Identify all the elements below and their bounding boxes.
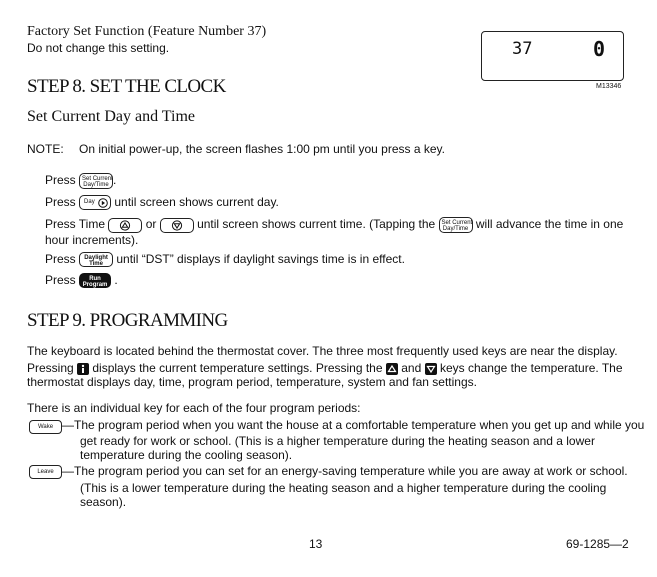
key-label: Leave	[37, 469, 54, 475]
leave-description-2: (This is a lower temperature during the heating season and a higher temperature during the cooling	[80, 481, 607, 495]
line-text: will advance the time in one	[475, 217, 624, 232]
page-number: 13	[309, 537, 323, 551]
figure-id: M13346	[596, 83, 622, 90]
up-temp-key[interactable]	[386, 363, 398, 375]
step9-paragraph-3: There is an individual key for each of the four program periods:	[27, 401, 361, 415]
instruction-line-2	[45, 195, 279, 210]
step8-note-text: On initial power-up, the screen flashes 1:00 pm until you press a key.	[79, 142, 445, 156]
set-current-day-time-key[interactable]	[439, 217, 473, 233]
down-arrow-icon	[171, 220, 183, 231]
run-program-key[interactable]	[79, 273, 111, 288]
key-label: Day/Time	[442, 226, 469, 232]
instruction-line-3-continued: hour increments).	[45, 233, 139, 247]
key-label: Day/Time	[83, 182, 109, 188]
lcd-display	[481, 31, 624, 81]
wake-description-2: get ready for work or school. (This is a higher temperature during the heating season and a lower	[80, 434, 595, 448]
step8-subheading: Set Current Day and Time	[27, 108, 195, 125]
up-arrow-icon	[119, 220, 131, 231]
key-label: Set Current	[82, 176, 113, 182]
period: .	[113, 173, 117, 188]
up-arrow-key[interactable]	[108, 218, 142, 233]
document-number: 69-1285—2	[566, 537, 629, 551]
key-label: Set Current	[441, 220, 473, 226]
press-label: Press	[45, 195, 76, 209]
period: .	[114, 273, 118, 287]
step9-paragraph-2-continued: thermostat displays day, time, program period, temperature, system and fan settings.	[27, 375, 477, 389]
info-key[interactable]	[77, 363, 89, 375]
step9-paragraph-2	[27, 361, 623, 375]
step8-heading: STEP 8. SET THE CLOCK	[27, 76, 226, 97]
leave-description-1: —The program period you can set for an energy-saving temperature while you are away at work or school.	[62, 464, 628, 478]
key-label: Wake	[37, 424, 54, 430]
instruction-line-1	[45, 173, 116, 189]
or-label: or	[145, 217, 157, 232]
play-icon	[98, 198, 108, 208]
key-label: Daylight	[84, 255, 108, 262]
lcd-left-value: 37	[512, 39, 533, 59]
line-text: displays the current temperature settings. Pressing the	[92, 361, 383, 375]
line-text: until screen shows current day.	[114, 195, 279, 209]
info-icon	[77, 363, 89, 375]
key-label: Program	[82, 282, 108, 289]
set-current-day-time-key[interactable]	[79, 173, 113, 189]
leave-key[interactable]	[29, 465, 62, 479]
daylight-time-key[interactable]	[79, 252, 113, 267]
key-label: Run	[89, 276, 101, 283]
wake-key[interactable]	[29, 420, 62, 434]
factory-title: Factory Set Function (Feature Number 37)	[27, 24, 267, 39]
instruction-line-3	[45, 217, 623, 233]
press-label: Press	[45, 252, 76, 266]
press-time-label: Press Time	[45, 217, 106, 232]
key-label: Time	[89, 261, 103, 268]
key-label: Day	[84, 199, 95, 206]
instruction-line-4	[45, 252, 405, 267]
press-label: Press	[45, 173, 76, 188]
leave-description-3: season).	[80, 495, 127, 509]
down-triangle-icon	[425, 363, 437, 375]
and-label: and	[401, 361, 422, 375]
line-text: until “DST” displays if daylight savings time is in effect.	[116, 252, 405, 266]
wake-description-1: —The program period when you want the house at a comfortable temperature when you get up and while you	[62, 418, 645, 432]
up-triangle-icon	[386, 363, 398, 375]
step9-heading: STEP 9. PROGRAMMING	[27, 310, 228, 331]
lcd-right-value: 0	[592, 37, 605, 61]
line-text: keys change the temperature. The	[439, 361, 623, 375]
wake-description-3: temperature during the cooling season).	[80, 448, 293, 462]
instruction-line-5	[45, 273, 118, 288]
step8-note-label: NOTE:	[27, 142, 64, 156]
line-text: Pressing	[27, 361, 74, 375]
day-key[interactable]	[79, 195, 111, 210]
step9-paragraph-1: The keyboard is located behind the thermostat cover. The three most frequently used keys are near the display.	[27, 344, 618, 358]
line-text: until screen shows current time. (Tapping the	[197, 217, 436, 232]
press-label: Press	[45, 273, 76, 287]
down-temp-key[interactable]	[425, 363, 437, 375]
factory-note: Do not change this setting.	[27, 41, 170, 55]
down-arrow-key[interactable]	[160, 218, 194, 233]
